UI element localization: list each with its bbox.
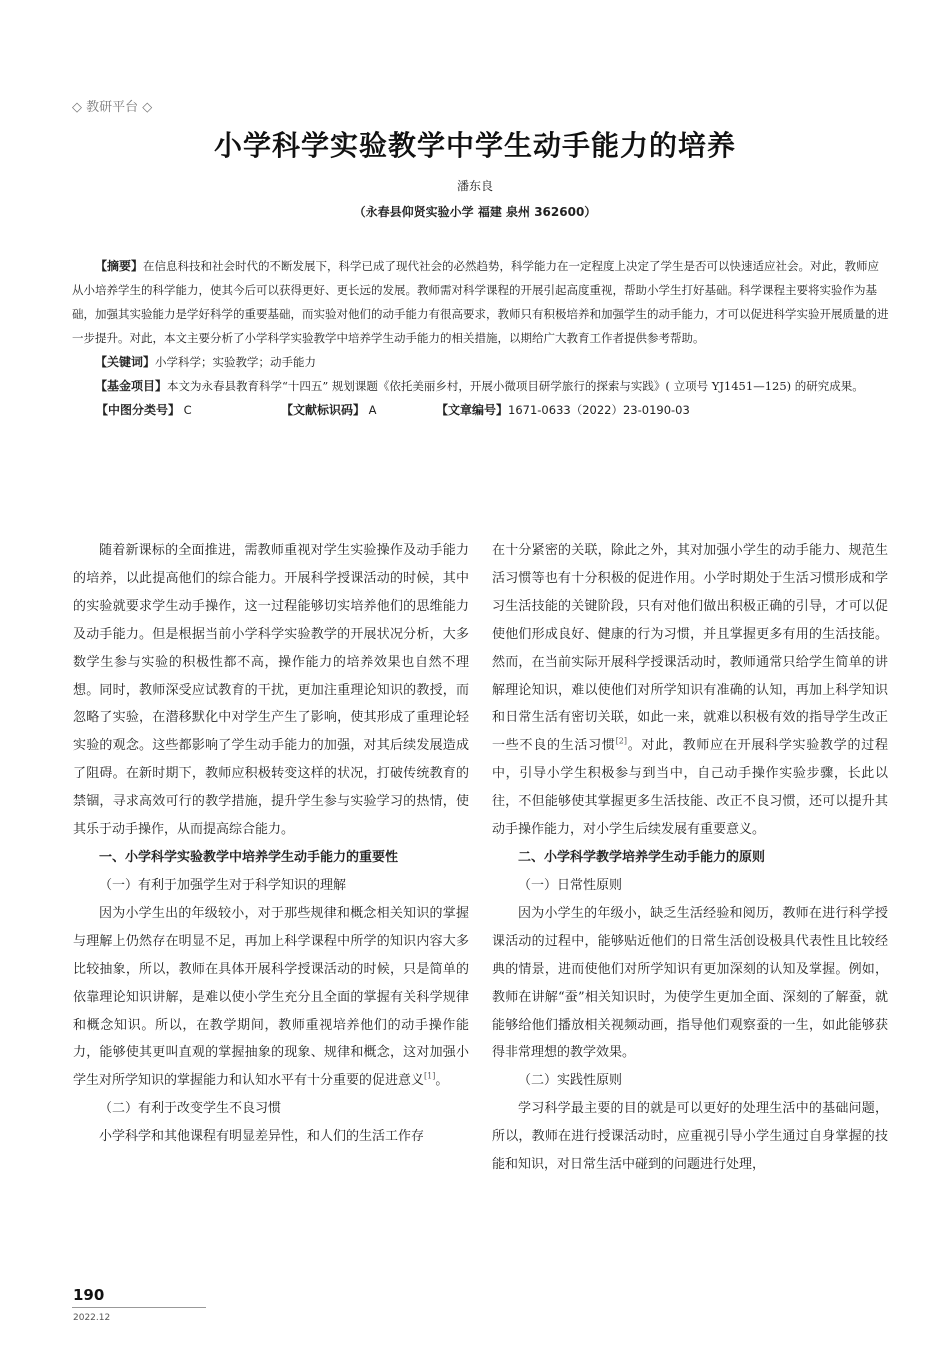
doc-code-group [281, 398, 436, 422]
paragraph: 随着新课标的全面推进，需教师重视对学生实验操作及动手能力的培养，以此提高他们的综合能力。开展科学授课活动的时候，其中的实验就要求学生动手操作，这一过程能够切实培养他们的思维能力及动手能力。但是根据当前小学科学实验教学的开展状况分析，大多数学生参与实验的积极性都不高，操作能力的培养效果也自然不理想。同时，教师深受应试教育的干扰，更加注重理论知识的教授，而忽略了实验，在潜移默化中对学生产生了影响，使其形成了重理论轻实验的观念。这些都影响了学生动手能力的加强，对其后续发展造成了阻碍。在新时期下，教师应积极转变这样的状况，打破传统教育的禁锢，寻求高效可行的教学措施，提升学生参与实验学习的热情，使其乐于动手操作，从而提高综合能力。 [73, 543, 469, 838]
clc-value: C [183, 403, 192, 417]
article-number-group [436, 398, 890, 422]
clc-group [72, 398, 281, 422]
classification-row [72, 398, 890, 422]
fund [72, 374, 890, 398]
section-heading: 一、小学科学实验教学中培养学生动手能力的重要性 [99, 849, 399, 865]
citation-ref: [2] [615, 737, 627, 747]
abstract-text: 在信息科技和社会时代的不断发展下，科学已成了现代社会的必然趋势，科学能力在一定程度上决定了学生是否可以快速适应社会。对此，教师应从小培养学生的科学能力，使其今后可以获得更好、更长远的发展。教师需对科学课程的开展引起高度重视，帮助小学生打好基础。科学课程主要将实验作为基础，加强其实验能力是学好科学的重要基础，而实验对他们的动手能力有很高要求，教师只有积极培养和加强学生的动手能力，才可以促进科学实验开展质量的进一步提升。对此，本文主要分析了小学科学实验教学中培养学生动手能力的相关措施，以期给广大教育工作者提供参考帮助。 [72, 259, 889, 345]
fund-label: 【基金项目】 [95, 379, 168, 393]
page-number: 190 [73, 1286, 105, 1304]
keywords-label: 【关键词】 [95, 355, 156, 369]
paragraph-text: 在十分紧密的关联，除此之外，其对加强小学生的动手能力、规范生活习惯等也有十分积极的促进作用。小学时期处于生活习惯形成和学习生活技能的关键阶段，只有对他们做出积极正确的引导，才可以促使他们形成良好、健康的行为习惯，并且掌握更多有用的生活技能。然而，在当前实际开展科学授课活动时，教师通常只给学生简单的讲解理论知识，难以使他们对所学知识有准确的认知，再加上科学知识和日常生活有密切关联，如此一来，就难以积极有效的指导学生改正一些不良的生活习惯 [492, 543, 888, 754]
paragraph [73, 900, 469, 1095]
subsection-heading: （二）有利于改变学生不良习惯 [99, 1101, 282, 1117]
keywords-text: 小学科学；实验教学；动手能力 [155, 355, 317, 369]
paragraph-text: 因为小学生出的年级较小，对于那些规律和概念相关知识的掌握与理解上仍然存在明显不足，再加上科学课程中所学的知识内容大多比较抽象，所以，教师在具体开展科学授课活动的时候，只是简单的依靠理论知识讲解，是难以使小学生充分且全面的掌握有关科学规律和概念知识。所以，在教学期间，教师重视培养他们的动手操作能力，能够使其更叫直观的掌握抽象的现象、规律和概念，这对加强小学生对所学知识的掌握能力和认知水平有十分重要的促进意义 [73, 905, 469, 1089]
subsection-heading: （一）有利于加强学生对于科学知识的理解 [99, 877, 347, 893]
subsection-heading: （一）日常性原则 [518, 877, 623, 893]
article-number-label: 【文章编号】 [436, 403, 509, 417]
paragraph: 学习科学最主要的目的就是可以更好的处理生活中的基础问题，所以，教师在进行授课活动时，应重视引导小学生通过自身掌握的技能和知识，对日常生活中碰到的问题进行处理， [492, 1101, 888, 1173]
doc-code-label: 【文献标识码】 [281, 403, 366, 417]
abstract [72, 254, 890, 350]
fund-text: 本文为永春县教育科学“十四五” 规划课题《依托美丽乡村，开展小微项目研学旅行的探索与实践》( 立项号 YJ1451—125) 的研究成果。 [167, 379, 864, 393]
paragraph-end: 。对此，教师应在开展科学实验教学的过程中，引导小学生积极参与到当中，自己动手操作实验步骤，长此以往，不但能够使其掌握更多生活技能、改正不良习惯，还可以提升其动手操作能力，对小学生后续发展有重要意义。 [492, 738, 888, 838]
subsection-heading: （二）实践性原则 [518, 1073, 623, 1089]
issue-date: 2022.12 [73, 1313, 111, 1323]
footer-divider [72, 1307, 206, 1308]
front-matter [72, 254, 890, 422]
affiliation: （永春县仰贤实验小学 福建 泉州 362600） [353, 205, 597, 219]
keywords [72, 350, 890, 374]
doc-code-value: A [368, 403, 377, 417]
article-number-value: 1671-0633（2022）23-0190-03 [508, 403, 690, 417]
paragraph [492, 537, 888, 844]
body-column-right [492, 537, 888, 1179]
citation-ref: [1] [424, 1071, 436, 1081]
section-tag: ◇ 教研平台 ◇ [72, 100, 153, 115]
author: 潘东良 [456, 179, 493, 193]
paragraph: 小学科学和其他课程有明显差异性，和人们的生活工作存 [99, 1129, 425, 1145]
paragraph: 因为小学生的年级小，缺乏生活经验和阅历，教师在进行科学授课活动的过程中，能够贴近他们的日常生活创设极具代表性且比较经典的情景，进而使他们对所学知识有更加深刻的认知及掌握。例如，教师在讲解“蚕”相关知识时，为使学生更加全面、深刻的了解蚕，就能够给他们播放相关视频动画，指导他们观察蚕的一生，如此能够获得非常理想的教学效果。 [492, 905, 888, 1061]
body-column-left [73, 537, 469, 1151]
paragraph-end: 。 [435, 1073, 449, 1089]
section-heading: 二、小学科学教学培养学生动手能力的原则 [518, 849, 766, 865]
clc-label: 【中图分类号】 [96, 403, 181, 417]
abstract-label: 【摘要】 [95, 259, 144, 273]
article-title: 小学科学实验教学中学生动手能力的培养 [213, 129, 736, 162]
